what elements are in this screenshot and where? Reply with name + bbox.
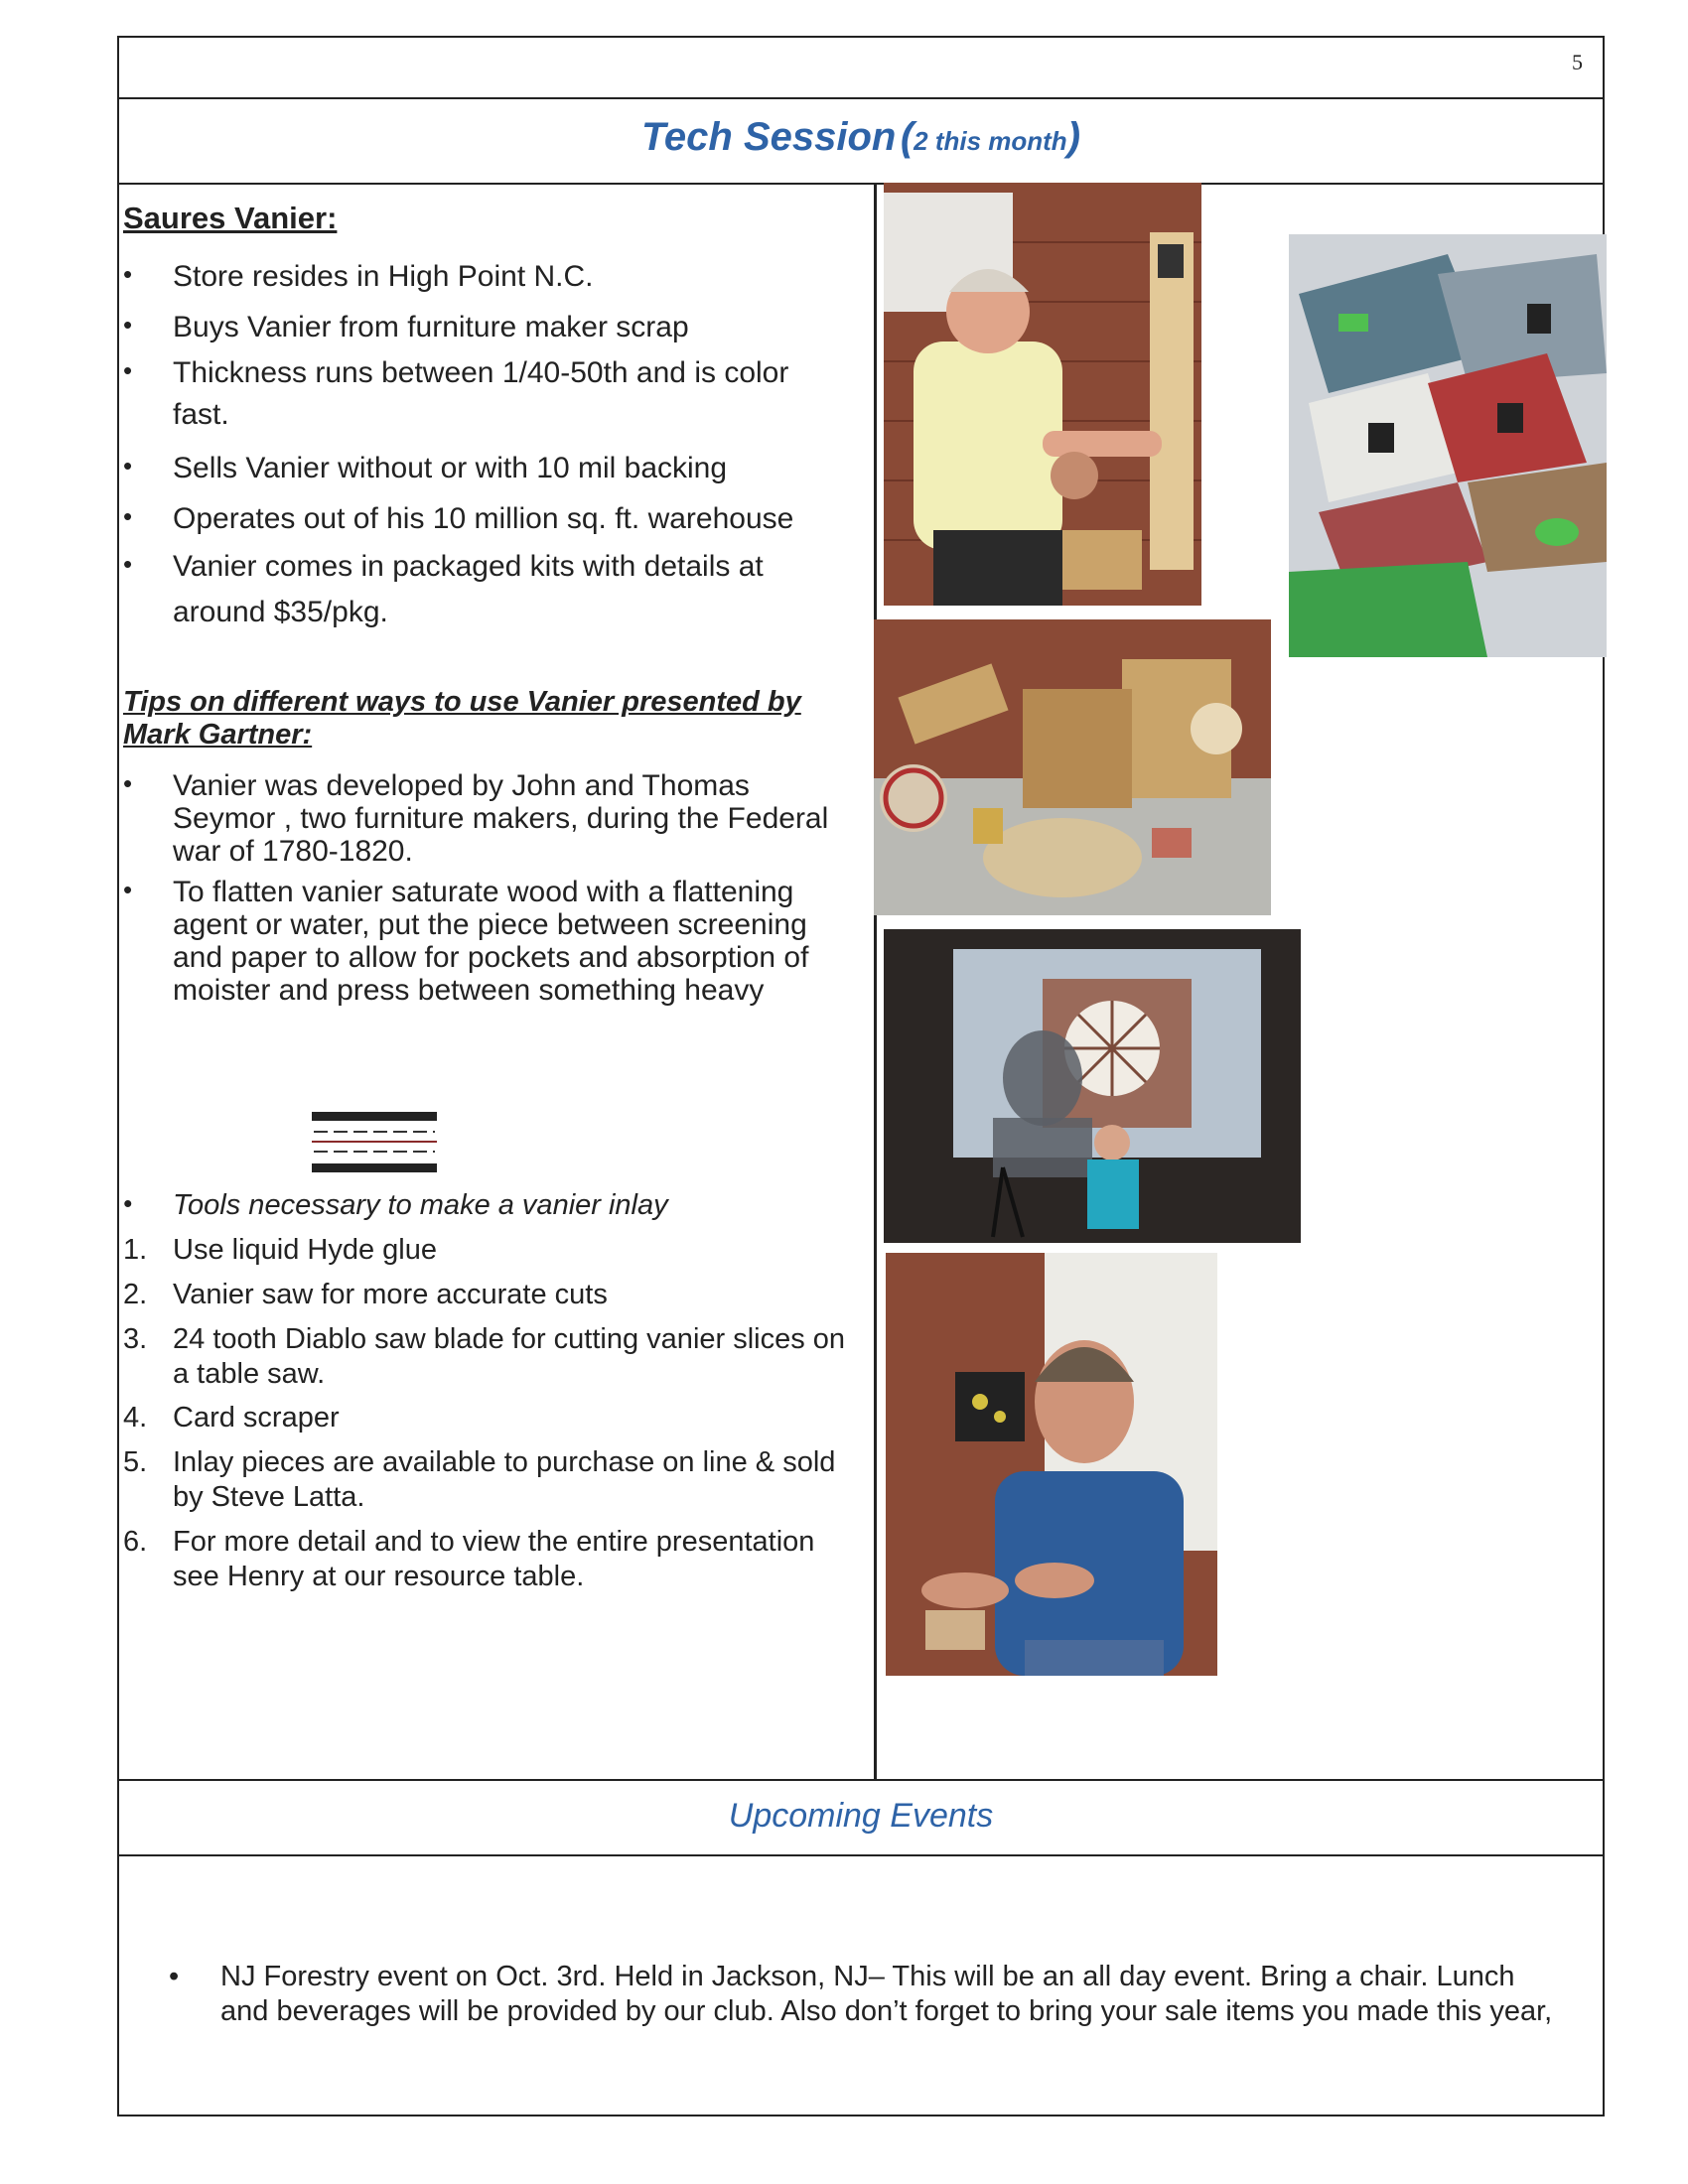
photo-inlay-samples-table xyxy=(874,619,1271,915)
decorative-divider xyxy=(312,1112,437,1173)
numbered-item xyxy=(123,1445,868,1515)
upcoming-events-list xyxy=(169,1960,1569,2029)
numbered-item xyxy=(123,1322,868,1392)
item-text: Card scraper xyxy=(173,1402,340,1434)
saures-vanier-heading: Saures Vanier: xyxy=(123,201,338,235)
numbered-item xyxy=(123,1278,868,1312)
tools-numbered-list xyxy=(123,1233,868,1593)
tips-heading: Tips on different ways to use Vanier presented by Mark Gartner: xyxy=(123,685,801,751)
list-item: • Thickness runs between 1/40-50th and is color fast. xyxy=(123,352,808,436)
page-number: 5 xyxy=(1572,50,1583,74)
tools-section xyxy=(123,1187,864,1603)
list-item: • Sells Vanier without or with 10 mil backing xyxy=(123,450,864,487)
photo-presenter-mark-gartner xyxy=(886,1253,1217,1676)
photo-projection-screen xyxy=(884,929,1301,1243)
list-item: • Store resides in High Point N.C. xyxy=(123,258,864,296)
item-text: For more detail and to view the entire presentation see Henry at our resource table. xyxy=(173,1525,815,1592)
saures-bullet-list xyxy=(123,258,864,636)
numbered-item xyxy=(123,1233,868,1268)
item-number: 3. xyxy=(123,1322,148,1355)
upcoming-events-body xyxy=(117,1854,1605,2116)
page-header-band xyxy=(117,36,1605,99)
item-number: 4. xyxy=(123,1402,148,1434)
numbered-item xyxy=(123,1401,868,1435)
list-item: • Buys Vanier from furniture maker scrap xyxy=(123,309,864,346)
list-item: • Vanier was developed by John and Thomas Seymor , two furniture makers, during the Federal war of 1780-1820. xyxy=(123,769,848,868)
item-text: Vanier saw for more accurate cuts xyxy=(173,1279,608,1311)
item-number: 6. xyxy=(123,1525,148,1558)
item-number: 2. xyxy=(123,1279,148,1311)
item-number: 1. xyxy=(123,1234,148,1267)
item-text: Use liquid Hyde glue xyxy=(173,1234,437,1267)
list-item: • To flatten vanier saturate wood with a flattening agent or water, put the piece between screening and paper to allow for pockets and absorption of moister and press between something heavy xyxy=(123,876,848,1007)
upcoming-events-title: Upcoming Events xyxy=(728,1797,994,1835)
subtitle-paren-close: ) xyxy=(1066,115,1081,159)
item-text: Inlay pieces are available to purchase on line & sold by Steve Latta. xyxy=(173,1446,836,1514)
newsletter-page xyxy=(117,36,1605,2079)
tech-session-left-column xyxy=(123,200,864,1015)
item-text: 24 tooth Diablo saw blade for cutting vanier slices on a table saw. xyxy=(173,1322,846,1390)
list-item: • NJ Forestry event on Oct. 3rd. Held in Jackson, NJ– This will be an all day event. Bring a chair. Lunch and beverages will be provided by our club. Also don’t forget to bring your sale items you made this year, xyxy=(169,1960,1569,2029)
upcoming-events-title-band xyxy=(117,1779,1605,1856)
numbered-item xyxy=(123,1525,868,1594)
subtitle-paren-open: ( xyxy=(900,115,914,159)
section-subtitle: 2 this month xyxy=(914,126,1067,156)
tools-intro-list xyxy=(123,1187,864,1223)
section-title-text: Tech Session xyxy=(640,115,897,159)
tools-intro: • Tools necessary to make a vanier inlay xyxy=(123,1187,864,1223)
photo-veneer-packages xyxy=(1289,234,1607,657)
column-divider xyxy=(874,183,877,1781)
list-item: • Vanier comes in packaged kits with details at around $35/pkg. xyxy=(123,544,808,636)
tech-session-title-band xyxy=(117,97,1605,185)
list-item: • Operates out of his 10 million sq. ft. warehouse xyxy=(123,500,864,538)
item-number: 5. xyxy=(123,1446,148,1479)
tech-session-title xyxy=(119,115,1603,160)
photo-presenter-holding-board xyxy=(884,183,1201,606)
tips-bullet-list xyxy=(123,769,864,1007)
